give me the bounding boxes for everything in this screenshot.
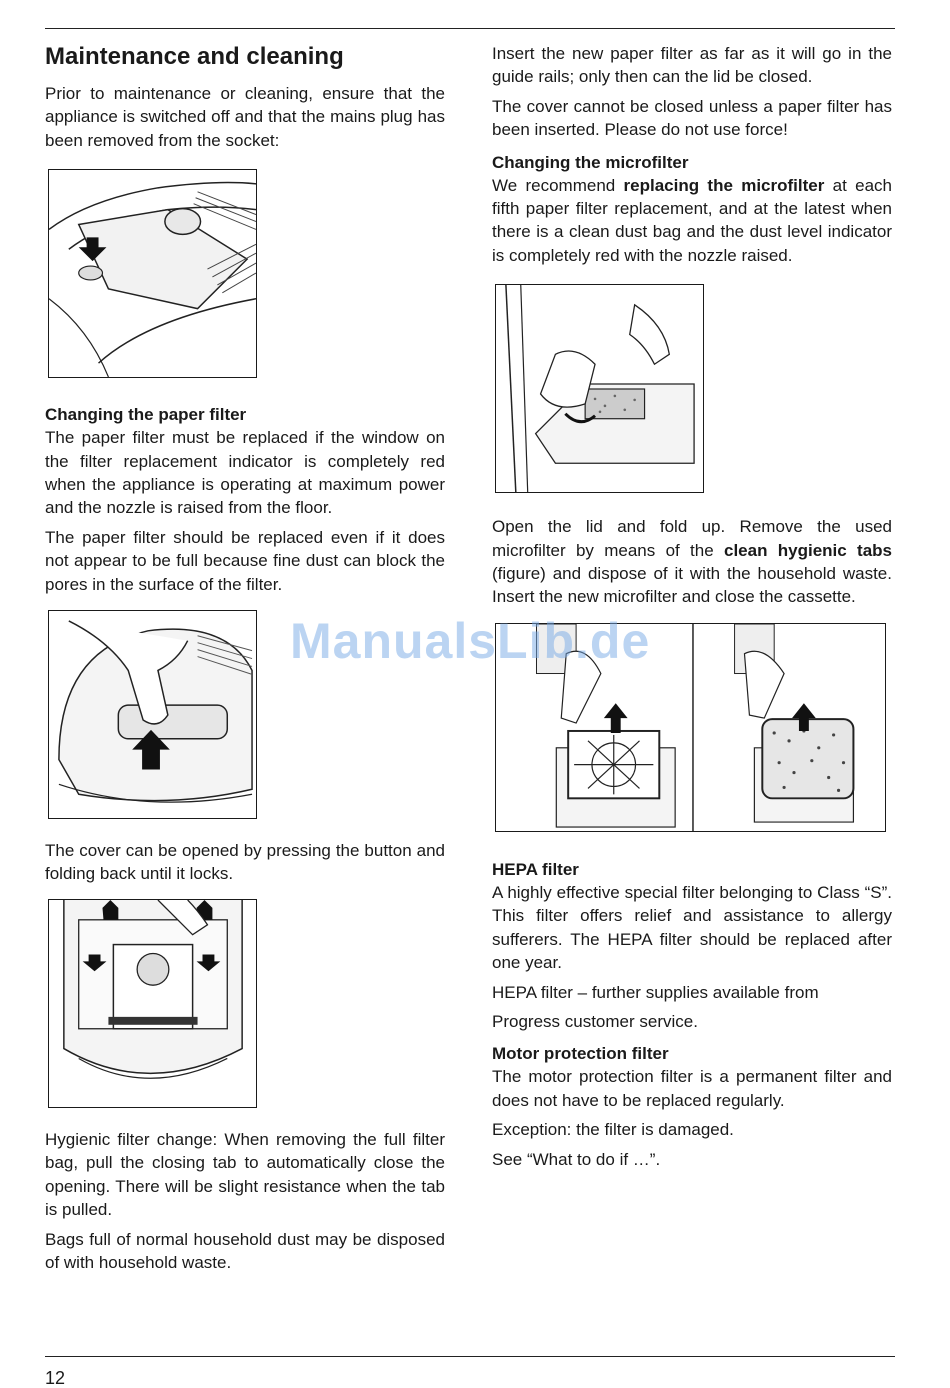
see-what-to-do-paragraph: See “What to do if …”.: [492, 1149, 661, 1169]
figure-filter-bag-removal: [48, 899, 257, 1108]
open-lid-text-pre: Open the lid and fold up. Remove the used microfilter by means of the: [492, 517, 892, 560]
microfilter-text-pre: We recommend: [492, 175, 624, 195]
paper-filter-paragraph-1: The paper filter must be replaced if the window on the filter replacement indicator is completely red when the appliance is operating at maximum power and the nozzle is raised from the floor.: [45, 428, 445, 518]
cover-paragraph: The cover can be opened by pressing the button and folding back until it locks.: [45, 841, 445, 884]
hygienic-paragraph: Hygienic filter change: When removing the full filter bag, pull the closing tab to automatically close the opening. There will be slight resistance when the tab is pulled.: [45, 1129, 445, 1220]
vacuum-lid-illustration: [49, 170, 256, 377]
open-lid-text-bold: clean hygienic tabs: [724, 540, 893, 560]
open-lid-paragraph: [492, 515, 892, 609]
open-lid-text-post: (figure) and dispose of it with the household waste. Insert the new microfilter and close the cassette.: [492, 564, 892, 607]
microfilter-heading: Changing the microfilter: [492, 152, 689, 172]
top-rule: [45, 28, 895, 29]
press-button-illustration: [49, 611, 256, 818]
cover-warning-paragraph: The cover cannot be closed unless a paper filter has been inserted. Please do not use force!: [492, 96, 892, 140]
hepa-paragraph: A highly effective special filter belonging to Class “S”. This filter offers relief and assistance to allergy sufferers. The HEPA filter should be replaced after one year.: [492, 882, 892, 973]
hepa-heading: HEPA filter: [492, 859, 579, 879]
figure-microfilter-lid: [495, 284, 704, 493]
right-column: [492, 42, 892, 1177]
paper-filter-heading: Changing the paper filter: [45, 405, 247, 425]
paper-filter-paragraph-2: The paper filter should be replaced even if it does not appear to be full because fine dust can block the pores in the surface of the filter.: [45, 527, 445, 594]
motor-filter-heading: Motor protection filter: [492, 1044, 669, 1064]
microfilter-text-post: at each fifth paper filter replacement, and at the latest when there is a clean dust bag and the dust level indicator is completely red with the nozzle raised.: [492, 175, 892, 265]
page-number: 12: [45, 1368, 66, 1388]
microfilter-text-bold: replacing the microfilter: [623, 175, 825, 195]
bottom-rule: [45, 1356, 895, 1357]
hepa-supply-line-2: Progress customer service.: [492, 1011, 698, 1031]
motor-filter-paragraph: The motor protection filter is a permanent filter and does not have to be replaced regularly.: [492, 1067, 892, 1110]
microfilter-lid-illustration: [496, 285, 703, 492]
figure-press-cover-button: [48, 610, 257, 819]
page-title: Maintenance and cleaning: [45, 43, 344, 70]
microfilter-paragraph: [492, 174, 892, 268]
watermark: ManualsLib.de: [290, 613, 651, 669]
intro-paragraph: Prior to maintenance or cleaning, ensure that the appliance is switched off and that the mains plug has been removed from the socket:: [45, 84, 445, 150]
exception-paragraph: Exception: the filter is damaged.: [492, 1120, 734, 1140]
insert-filter-paragraph: Insert the new paper filter as far as it will go in the guide rails; only then can the lid be closed.: [492, 44, 892, 87]
figure-vacuum-lid-button: [48, 169, 257, 378]
hepa-supply-line-1: HEPA filter – further supplies available from: [492, 982, 819, 1002]
filter-bag-illustration: [49, 900, 256, 1107]
bags-disposal-paragraph: Bags full of normal household dust may be disposed of with household waste.: [45, 1229, 445, 1272]
